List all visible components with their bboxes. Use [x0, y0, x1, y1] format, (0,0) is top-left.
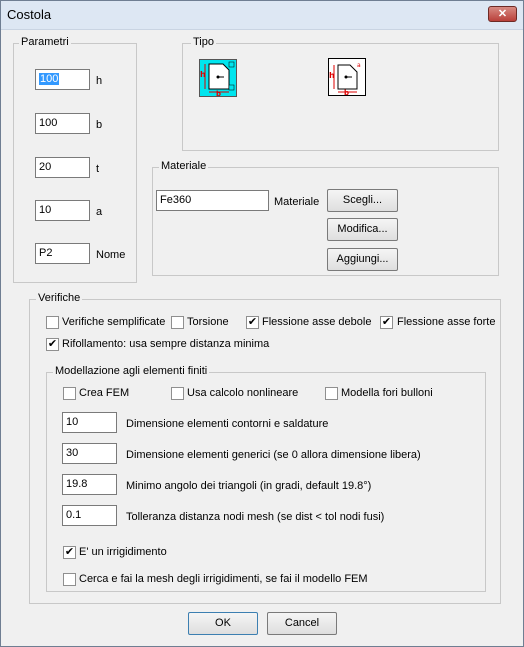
- svg-text:b: b: [216, 90, 222, 97]
- dim-generici-label: Dimensione elementi generici (se 0 allora dimensione libera): [126, 449, 421, 461]
- a-label: a: [96, 206, 103, 218]
- verifiche-legend: Verifiche: [38, 292, 81, 304]
- svg-text:h: h: [329, 71, 335, 80]
- nonlineare-label: Usa calcolo nonlineare: [187, 387, 299, 399]
- torsione-checkbox[interactable]: [171, 316, 184, 329]
- verifiche-semplificate-checkbox[interactable]: [46, 316, 59, 329]
- b-label: b: [96, 119, 103, 131]
- rifollamento-checkbox[interactable]: [46, 338, 59, 351]
- tolleranza-label: Tolleranza distanza nodi mesh (se dist < tol nodi fusi): [126, 511, 385, 523]
- window-title: Costola: [7, 7, 52, 22]
- materiale-legend: Materiale: [161, 160, 207, 172]
- rib-type-1-icon[interactable]: [199, 59, 237, 97]
- b-input[interactable]: 100: [35, 113, 90, 134]
- fori-bulloni-checkbox[interactable]: [325, 387, 338, 400]
- svg-text:h: h: [200, 70, 206, 79]
- cancel-button[interactable]: Cancel: [267, 612, 337, 635]
- svg-text:a: a: [357, 62, 361, 69]
- ok-button[interactable]: OK: [188, 612, 258, 635]
- fori-bulloni-label: Modella fori bulloni: [341, 387, 433, 399]
- irrigidimento-label: E' un irrigidimento: [79, 546, 167, 558]
- modifica-button[interactable]: Modifica...: [327, 218, 398, 241]
- min-angolo-label: Minimo angolo dei triangoli (in gradi, default 19.8°): [126, 480, 372, 492]
- t-label: t: [96, 163, 100, 175]
- material-label: Materiale: [274, 196, 320, 208]
- aggiungi-button[interactable]: Aggiungi...: [327, 248, 398, 271]
- svg-text:b: b: [344, 89, 350, 96]
- flessione-forte-checkbox[interactable]: [380, 316, 393, 329]
- close-button[interactable]: [488, 6, 517, 22]
- dim-generici-input[interactable]: 30: [62, 443, 117, 464]
- t-input[interactable]: 20: [35, 157, 90, 178]
- dim-contorni-input[interactable]: 10: [62, 412, 117, 433]
- crea-fem-label: Crea FEM: [79, 387, 130, 399]
- scegli-button[interactable]: Scegli...: [327, 189, 398, 212]
- rifollamento-label: Rifollamento: usa sempre distanza minima: [62, 338, 270, 350]
- checkmark-icon: ✔: [381, 316, 392, 328]
- tipo-legend: Tipo: [193, 36, 214, 48]
- material-input[interactable]: Fe360: [156, 190, 269, 211]
- a-input[interactable]: 10: [35, 200, 90, 221]
- mesh-irrigidimenti-checkbox[interactable]: [63, 573, 76, 586]
- mesh-irrigidimenti-label: Cerca e fai la mesh degli irrigidimenti, se fai il modello FEM: [79, 573, 368, 585]
- min-angolo-input[interactable]: 19.8: [62, 474, 117, 495]
- title-bar[interactable]: [1, 1, 523, 30]
- fem-legend: Modellazione agli elementi finiti: [55, 365, 208, 377]
- irrigidimento-checkbox[interactable]: [63, 546, 76, 559]
- h-input[interactable]: [35, 69, 90, 90]
- nonlineare-checkbox[interactable]: [171, 387, 184, 400]
- flessione-debole-label: Flessione asse debole: [262, 316, 372, 328]
- nome-label: Nome: [96, 249, 126, 261]
- parametri-legend: Parametri: [21, 36, 69, 48]
- close-icon: ✕: [497, 8, 508, 20]
- flessione-debole-checkbox[interactable]: [246, 316, 259, 329]
- checkmark-icon: ✔: [247, 316, 258, 328]
- h-label: h: [96, 75, 103, 87]
- flessione-forte-label: Flessione asse forte: [397, 316, 496, 328]
- verifiche-semplificate-label: Verifiche semplificate: [62, 316, 166, 328]
- torsione-label: Torsione: [187, 316, 229, 328]
- tolleranza-input[interactable]: 0.1: [62, 505, 117, 526]
- checkmark-icon: ✔: [64, 546, 75, 558]
- crea-fem-checkbox[interactable]: [63, 387, 76, 400]
- rib-type-2-icon[interactable]: [328, 58, 366, 96]
- materiale-group: [152, 160, 499, 276]
- dim-contorni-label: Dimensione elementi contorni e saldature: [126, 418, 329, 430]
- checkmark-icon: ✔: [47, 338, 58, 350]
- nome-input[interactable]: P2: [35, 243, 90, 264]
- h-value: 100: [40, 73, 59, 85]
